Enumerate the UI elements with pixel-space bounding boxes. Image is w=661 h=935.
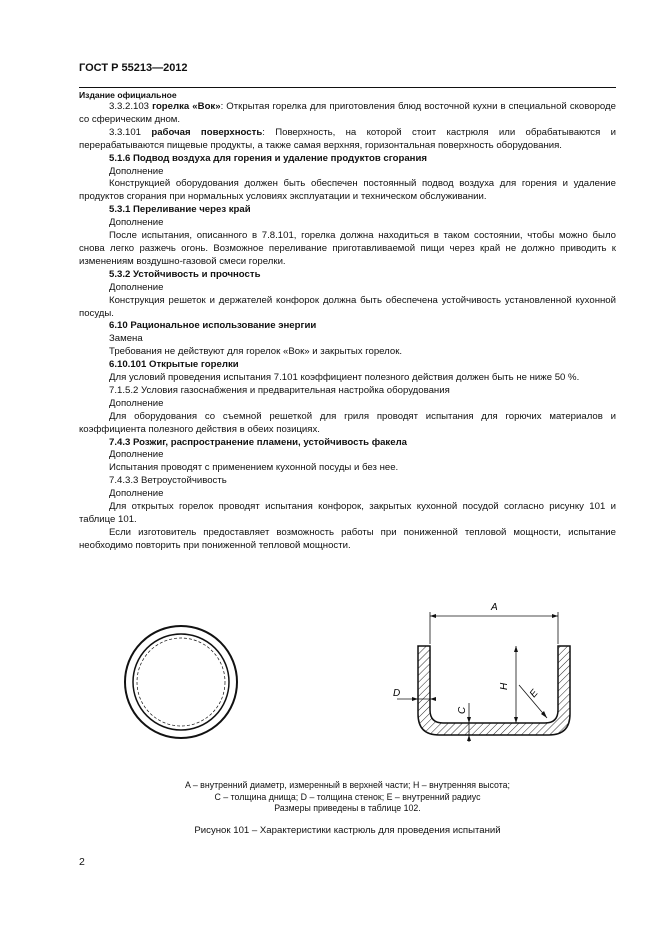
definition-paragraph: [79, 127, 616, 153]
paragraph: 7.1.5.2 Условия газоснабжения и предварительная настройка оборудования: [109, 384, 450, 396]
standard-header: ГОСТ Р 55213—2012: [79, 62, 188, 74]
paragraph: Дополнение: [109, 488, 164, 500]
term-name: горелка «Вок»: [152, 101, 221, 112]
header-rule: [79, 87, 616, 88]
section-heading: 6.10 Рациональное использование энергии: [109, 320, 317, 332]
section-heading: 7.4.3 Розжиг, распространение пламени, устойчивость факела: [109, 436, 408, 448]
term-definition: : Открытая горелка для приготовления блюд восточной кухни в специальной сковороде со сферическим дном.: [79, 101, 616, 125]
term-name: рабочая поверхность: [151, 126, 263, 138]
section-heading: 5.1.6 Подвод воздуха для горения и удаление продуктов сгорания: [109, 152, 427, 164]
figure-caption: [79, 780, 616, 815]
edition-label: Издание официальное: [79, 90, 177, 100]
document-body: [79, 101, 616, 553]
page-number: 2: [79, 856, 85, 868]
paragraph: 7.4.3.3 Ветроустойчивость: [109, 475, 227, 487]
paragraph: Дополнение: [109, 397, 164, 409]
term-number: 3.3.2.103: [109, 101, 153, 112]
paragraph: Дополнение: [109, 281, 164, 293]
paragraph: Для оборудования со съемной решеткой для гриля проводят испытания для горючих материалов и коэффициента полезного действия в обеих позициях.: [79, 410, 616, 435]
label-a: A: [491, 602, 498, 613]
paragraph: Если изготовитель предоставляет возможность работы при пониженной тепловой мощности, испытание необходимо повторить при пониженной тепловой мощности.: [79, 526, 616, 551]
paragraph: Конструкцией оборудования должен быть обеспечен постоянный подвод воздуха для горения и удаление продуктов сгорания при нормальных условиях эксплуатации и техническом обслуживании.: [79, 178, 616, 203]
pot-drawing: [79, 590, 616, 760]
pot-section-view: [393, 602, 570, 742]
paragraph: Дополнение: [109, 217, 164, 229]
label-e: E: [527, 687, 541, 700]
label-c: C: [457, 706, 468, 714]
paragraph: Замена: [109, 333, 143, 345]
section-heading: 5.3.1 Переливание через край: [109, 204, 251, 216]
label-h: H: [499, 682, 510, 690]
paragraph: Испытания проводят с применением кухонной посуды и без нее.: [109, 462, 399, 474]
term-number: 3.3.101: [109, 126, 152, 138]
paragraph: Конструкция решеток и держателей конфорок должна быть обеспечена устойчивость установленной кухонной посуды.: [79, 294, 616, 319]
caption-line-3: Размеры приведены в таблице 102.: [274, 803, 421, 813]
pot-top-view: [125, 626, 237, 738]
caption-line-1: A – внутренний диаметр, измеренный в верхней части; H – внутренняя высота;: [185, 780, 510, 790]
term-definition: : Поверхность, на которой стоит кастрюля или обрабатываются и перерабатываются пищевые продукты, а также самая верхняя, горизонтальная поверхность оборудования.: [79, 126, 616, 151]
paragraph: Требования не действуют для горелок «Вок» и закрытых горелок.: [109, 346, 403, 358]
figure-title: Рисунок 101 – Характеристики кастрюль для проведения испытаний: [194, 825, 501, 836]
paragraph: После испытания, описанного в 7.8.101, горелка должна находиться в таком состоянии, чтобы можно было снова легко разжечь огонь. Возможное переливание приготавливаемой пищи через край не должно приводить к изменениям воздушно-газовой смеси горелки.: [79, 230, 616, 267]
paragraph: Для условий проведения испытания 7.101 коэффициент полезного действия должен быть не ниже 50 %.: [109, 372, 580, 384]
section-heading: 5.3.2 Устойчивость и прочность: [109, 268, 261, 280]
paragraph: Дополнение: [109, 449, 164, 461]
definition-paragraph: [79, 101, 616, 127]
section-heading: 6.10.101 Открытые горелки: [109, 359, 239, 371]
figure-101: [79, 590, 616, 760]
paragraph: Для открытых горелок проводят испытания конфорок, закрытых кухонной посудой согласно рисунку 101 и таблице 101.: [79, 501, 616, 525]
label-d: D: [393, 688, 401, 699]
paragraph: Дополнение: [109, 165, 164, 177]
caption-line-2: C – толщина днища; D – толщина стенок; E – внутренний радиус: [214, 791, 481, 802]
